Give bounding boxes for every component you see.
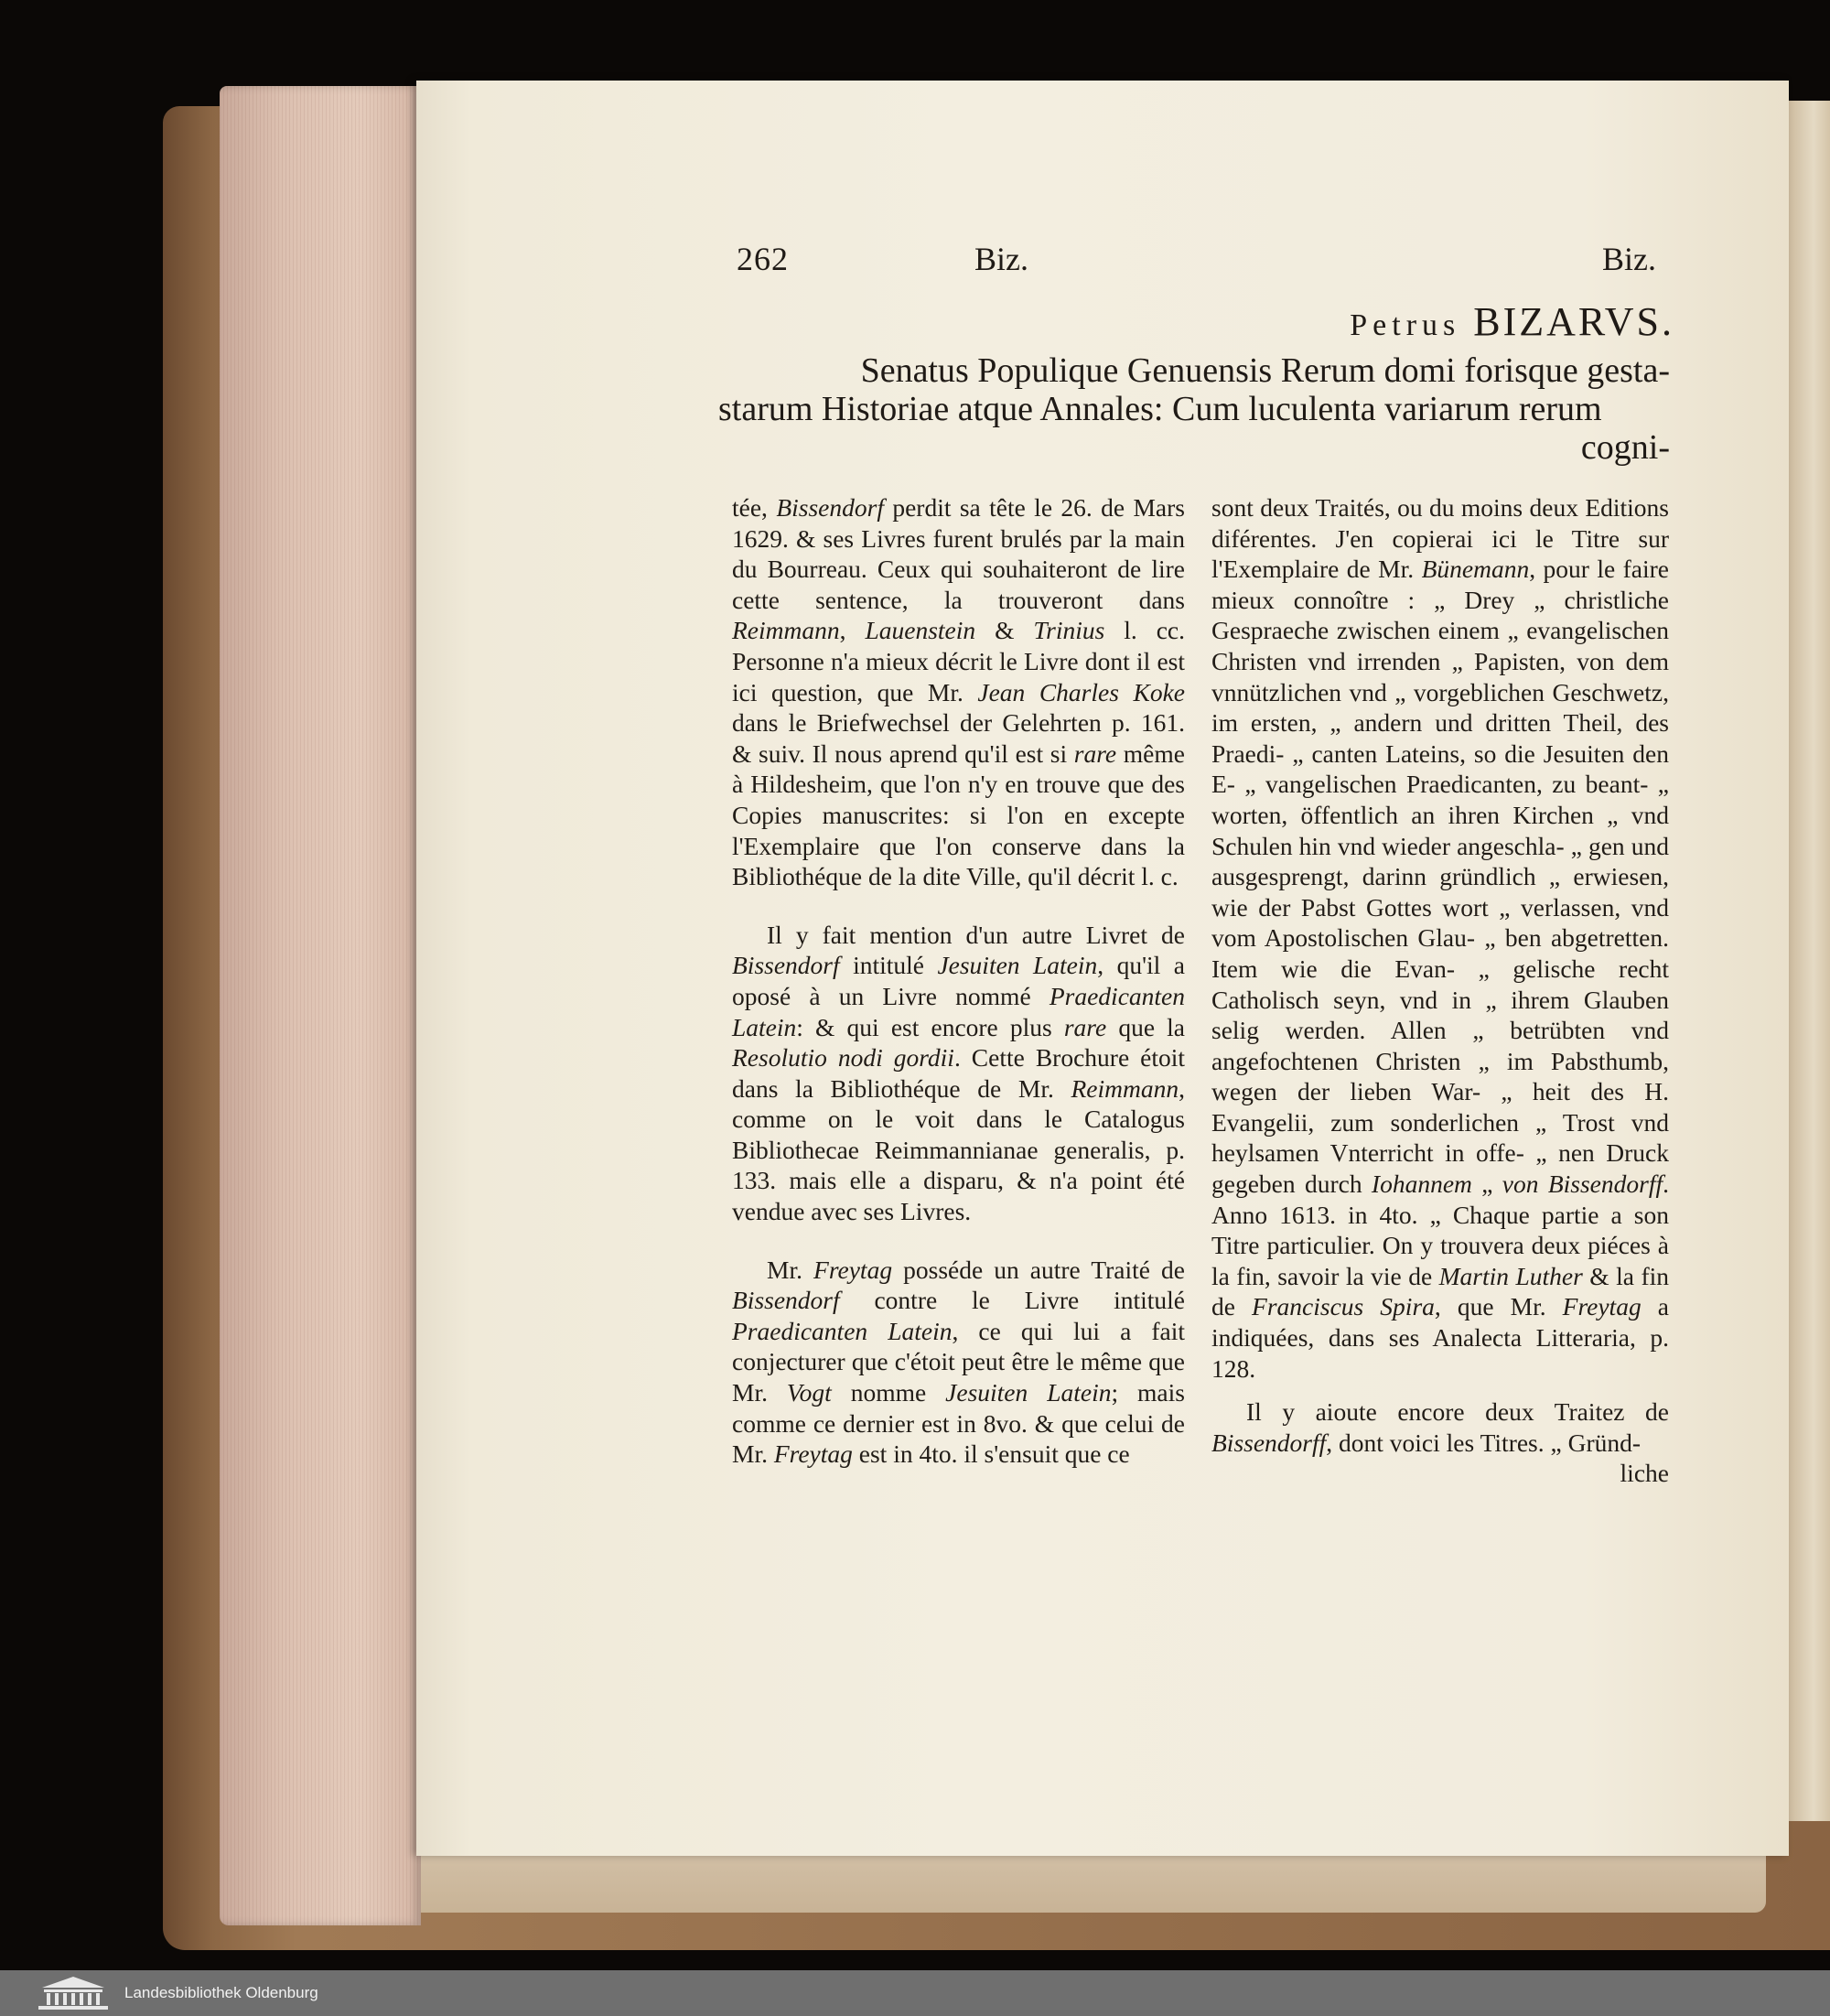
facing-page-edge	[1789, 101, 1830, 1821]
page-number: 262	[737, 241, 789, 277]
library-name: Landesbibliothek Oldenburg	[124, 1984, 318, 2001]
book-title	[718, 351, 1670, 467]
paragraph: sont deux Traités, ou du moins deux Editions diférentes. J'en copierai ici le Titre sur l'Exemplaire de Mr. Bünemann, pour le faire mieux connoître : „ Drey „ christliche Gespraeche zwischen einem „ evangelischen Christen vnd irrenden „ Papisten, von dem vnnützlichen vnd „ vorgeblichen Geschwetz, im ersten, „ andern und dritten Theil, des Praedi- „ canten Lateins, so die Jesuiten den E- „ vangelischen Praedicanten, zu beant- „ worten, öffentlich an ihren Kirchen „ vnd Schulen hin vnd wieder angeschla- „ gen und ausgesprengt, darinn gründlich „ erwiesen, wie der Pabst Gottes wort „ verlassen, vnd vom Apostolischen Glau- „ ben abgetretten. Item wie die Evan- „ gelische recht Catholisch seyn, vnd in „ ihrem Glauben selig werden. Allen „ betrübten vnd angefochtenen Christen „ im Pabsthumb, wegen der lieben War- „ heit des H. Evangelii, zum sonderlichen „ Trost vnd heylsamen Vnterricht in offe- „ nen Druck gegeben durch Iohannem „ von Bissendorff. Anno 1613. in 4to. „ Chaque partie a son Titre particulier. On y trouvera deux piéces à la fin, savoir la vie de Martin Luther & la fin de Franciscus Spira, que Mr. Freytag a indiquées, dans ses Analecta Litteraria, p. 128.	[1211, 493, 1670, 1383]
entry-surname: BIZARVS.	[1473, 299, 1674, 344]
book-title-line: Senatus Populique Genuensis Rerum domi forisque gesta-	[860, 351, 1670, 390]
left-column	[732, 492, 1185, 1470]
entry-first-name: Petrus	[1350, 308, 1461, 342]
paragraph: Il y aioute encore deux Traitez de Bissendorff, dont voici les Titres. „ Gründ-	[1211, 1397, 1669, 1457]
running-head-right: Biz.	[1602, 241, 1656, 277]
footer-bar	[0, 1970, 1830, 2016]
library-building-icon	[37, 1975, 110, 2011]
paragraph: Il y fait mention d'un autre Livret de Bissendorf intitulé Jesuiten Latein, qu'il a oposé à un Livre nommé Praedicanten Latein: & qui est encore plus rare que la Resolutio nodi gordii. Cette Brochure étoit dans la Bibliothéque de Mr. Reimmann, comme on le voit dans le Catalogus Bibliothecae Reimmannianae generalis, p. 133. mais elle a disparu, & n'a point été vendue avec ses Livres.	[732, 920, 1186, 1226]
paragraph: tée, Bissendorf perdit sa tête le 26. de Mars 1629. & ses Livres furent brulés par la main du Bourreau. Ceux qui souhaiteront de lire cette sentence, la trouveront dans Reimmann, Lauenstein & Trinius l. cc. Personne n'a mieux décrit le Livre dont il est ici question, que Mr. Jean Charles Koke dans le Briefwechsel der Gelehrten p. 161. & suiv. Il nous aprend qu'il est si rare même à Hildesheim, que l'on n'y en trouve que des Copies manuscrites: si l'on en excepte l'Exemplaire que l'on conserve dans la Bibliothéque de la dite Ville, qu'il décrit l. c.	[732, 493, 1186, 891]
book-title-line: starum Historiae atque Annales: Cum luculenta variarum rerum	[718, 390, 1602, 428]
running-head-left: Biz.	[974, 241, 1028, 277]
entry-heading	[997, 298, 1674, 345]
right-column	[1211, 492, 1669, 1489]
catchword: liche	[1620, 1459, 1669, 1488]
book-title-line: cogni-	[1580, 428, 1670, 467]
running-header	[737, 240, 1656, 295]
page-edges-fore	[220, 86, 421, 1925]
paragraph: Mr. Freytag posséde un autre Traité de Bissendorf contre le Livre intitulé Praedicanten Latein, ce qui lui a fait conjecturer que c'étoit peut être le même que Mr. Vogt nomme Jesuiten Latein; mais comme ce dernier est in 8vo. & que celui de Mr. Freytag est in 4to. il s'ensuit que ce	[732, 1255, 1186, 1469]
